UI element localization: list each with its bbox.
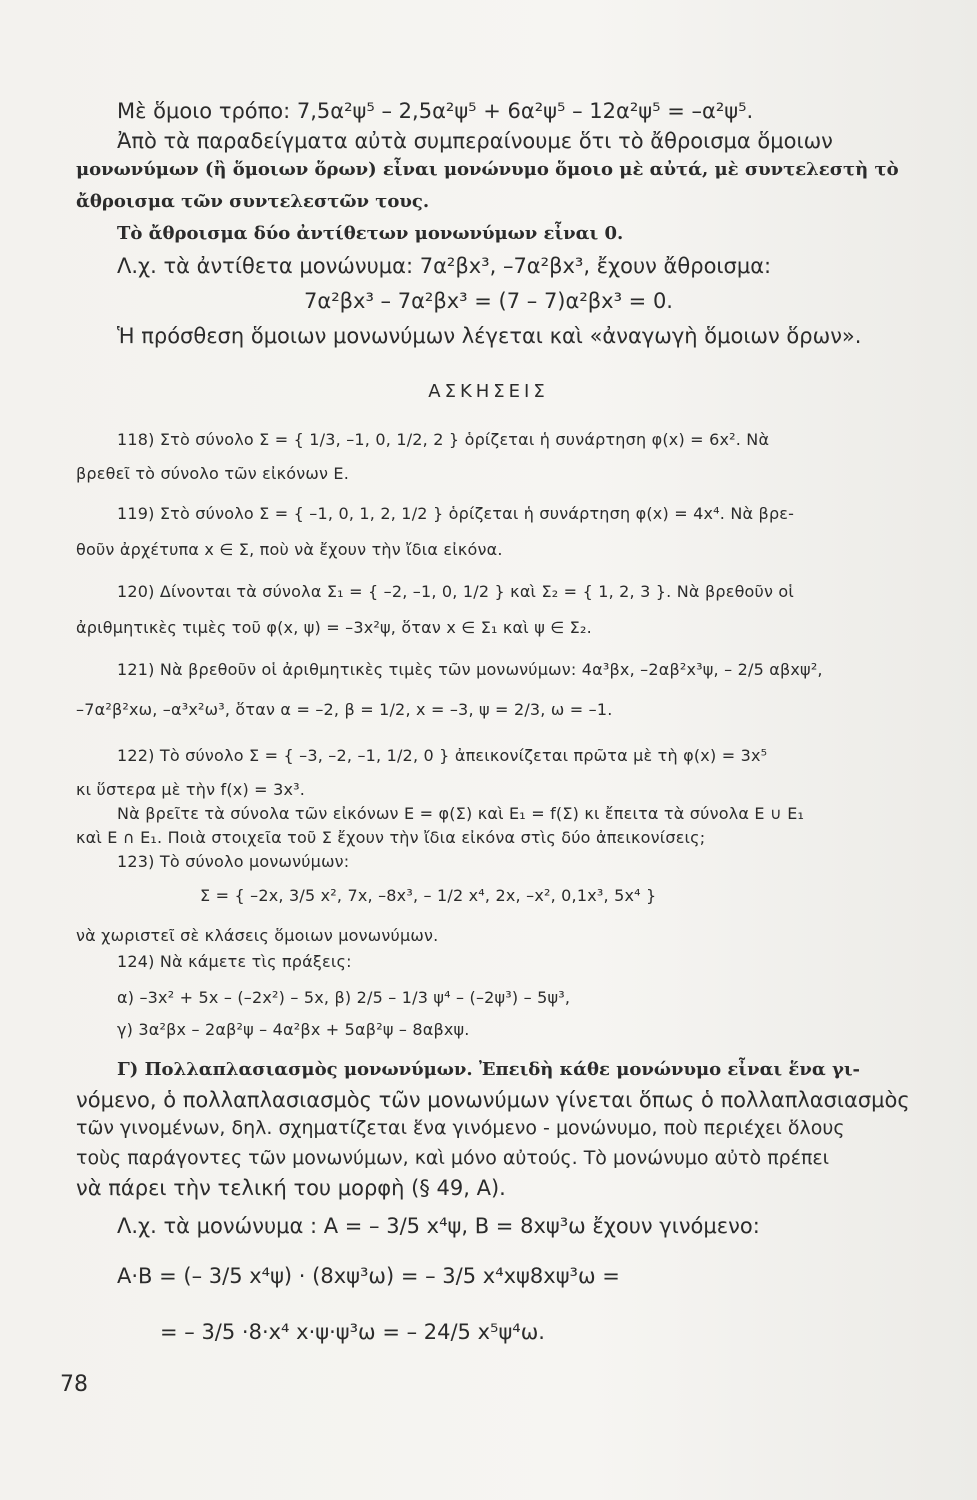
text-line: μονωνύμων (ἢ ὅμοιων ὅρων) εἶναι μονώνυμο ὅμοιο μὲ αὐτά, μὲ συντελεστὴ τὸ [76, 159, 899, 180]
text-line: νὰ χωριστεῖ σὲ κλάσεις ὅμοιων μονωνύμων. [76, 926, 439, 945]
equation: = – 3/5 ·8·x⁴ x·ψ·ψ³ω = – 24/5 x⁵ψ⁴ω. [160, 1320, 545, 1344]
text-line: κι ὕστερα μὲ τὴν f(x) = 3x³. [76, 780, 306, 799]
exercise-119: 119) Στὸ σύνολο Σ = { –1, 0, 1, 2, 1/2 } ὁρίζεται ἡ συνάρτηση φ(x) = 4x⁴. Νὰ βρε- [117, 504, 795, 523]
text-line: τοὺς παράγοντες τῶν μονωνύμων, καὶ μόνο αὐτούς. Τὸ μονώνυμο αὐτὸ πρέπει [76, 1147, 830, 1169]
text-line: Τὸ ἄθροισμα δύο ἀντίθετων μονωνύμων εἶναι 0. [117, 223, 624, 244]
exercise-parts-ab: α) –3x² + 5x – (–2x²) – 5x, β) 2/5 – 1/3 ψ⁴ – (–2ψ³) – 5ψ³, [117, 988, 571, 1007]
text-line: νόμενο, ὁ πολλαπλασιασμὸς τῶν μονωνύμων γίνεται ὅπως ὁ πολλαπλασιασμὸς [76, 1088, 910, 1112]
page-number: 78 [60, 1372, 88, 1397]
text-line: νὰ πάρει τὴν τελική του μορφὴ (§ 49, Α). [76, 1176, 506, 1200]
text-line: Ἡ πρόσθεση ὅμοιων μονωνύμων λέγεται καὶ «ἀναγωγὴ ὅμοιων ὅρων». [117, 324, 862, 348]
text-line: Νὰ βρεῖτε τὰ σύνολα τῶν εἰκόνων Ε = φ(Σ) καὶ Ε₁ = f(Σ) κι ἔπειτα τὰ σύνολα Ε ∪ Ε₁ [117, 804, 805, 823]
section-heading: ΑΣΚΗΣΕΙΣ [428, 381, 549, 402]
exercise-121: 121) Νὰ βρεθοῦν οἱ ἀριθμητικὲς τιμὲς τῶν μονωνύμων: 4α³βx, –2αβ²x³ψ, – 2/5 αβxψ², [117, 660, 823, 679]
exercise-122: 122) Τὸ σύνολο Σ = { –3, –2, –1, 1/2, 0 } ἀπεικονίζεται πρῶτα μὲ τὴ φ(x) = 3x⁵ [117, 746, 768, 765]
text-line: θοῦν ἀρχέτυπα x ∈ Σ, ποὺ νὰ ἔχουν τὴν ἴδια εἰκόνα. [76, 540, 503, 559]
text-line: Μὲ ὅμοιο τρόπο: 7,5α²ψ⁵ – 2,5α²ψ⁵ + 6α²ψ⁵ – 12α²ψ⁵ = –α²ψ⁵. [117, 99, 754, 123]
text-line: Λ.χ. τὰ ἀντίθετα μονώνυμα: 7α²βx³, –7α²βx³, ἔχουν ἄθροισμα: [117, 254, 772, 278]
text-line: ἀριθμητικὲς τιμὲς τοῦ φ(x, ψ) = –3x²ψ, ὅταν x ∈ Σ₁ καὶ ψ ∈ Σ₂. [76, 618, 592, 637]
example-line: Λ.χ. τὰ μονώνυμα : Α = – 3/5 x⁴ψ, Β = 8xψ³ω ἔχουν γινόμενο: [117, 1214, 760, 1238]
equation: 7α²βx³ – 7α²βx³ = (7 – 7)α²βx³ = 0. [304, 289, 673, 313]
exercise-118: 118) Στὸ σύνολο Σ = { 1/3, –1, 0, 1/2, 2 } ὁρίζεται ἡ συνάρτηση φ(x) = 6x². Νὰ [117, 430, 770, 449]
subsection-heading: Γ) Πολλαπλασιασμὸς μονωνύμων. Ἐπειδὴ κάθε μονώνυμο εἶναι ἕνα γι- [117, 1059, 861, 1080]
equation: Σ = { –2x, 3/5 x², 7x, –8x³, – 1/2 x⁴, 2x, –x², 0,1x³, 5x⁴ } [200, 886, 657, 905]
text-line: καὶ Ε ∩ Ε₁. Ποιὰ στοιχεῖα τοῦ Σ ἔχουν τὴν ἴδια εἰκόνα στὶς δύο ἀπεικονίσεις; [76, 828, 706, 847]
exercise-120: 120) Δίνονται τὰ σύνολα Σ₁ = { –2, –1, 0, 1/2 } καὶ Σ₂ = { 1, 2, 3 }. Νὰ βρεθοῦν οἱ [117, 582, 795, 601]
text-line: ἄθροισμα τῶν συντελεστῶν τους. [76, 191, 430, 212]
text-line: βρεθεῖ τὸ σύνολο τῶν εἰκόνων Ε. [76, 464, 350, 483]
exercise-part-c: γ) 3α²βx – 2αβ²ψ – 4α²βx + 5αβ²ψ – 8αβxψ. [117, 1020, 470, 1039]
equation: Α·Β = (– 3/5 x⁴ψ) · (8xψ³ω) = – 3/5 x⁴xψ8xψ³ω = [117, 1264, 620, 1288]
text-line: τῶν γινομένων, δηλ. σχηματίζεται ἕνα γινόμενο - μονώνυμο, ποὺ περιέχει ὅλους [76, 1117, 845, 1139]
text-line: –7α²β²xω, –α³x²ω³, ὅταν α = –2, β = 1/2, x = –3, ψ = 2/3, ω = –1. [76, 700, 613, 719]
text-line: Ἀπὸ τὰ παραδείγματα αὐτὰ συμπεραίνουμε ὅτι τὸ ἄθροισμα ὅμοιων [117, 129, 833, 153]
exercise-124: 124) Νὰ κάμετε τὶς πράξεις: [117, 952, 352, 971]
exercise-123: 123) Τὸ σύνολο μονωνύμων: [117, 852, 350, 871]
